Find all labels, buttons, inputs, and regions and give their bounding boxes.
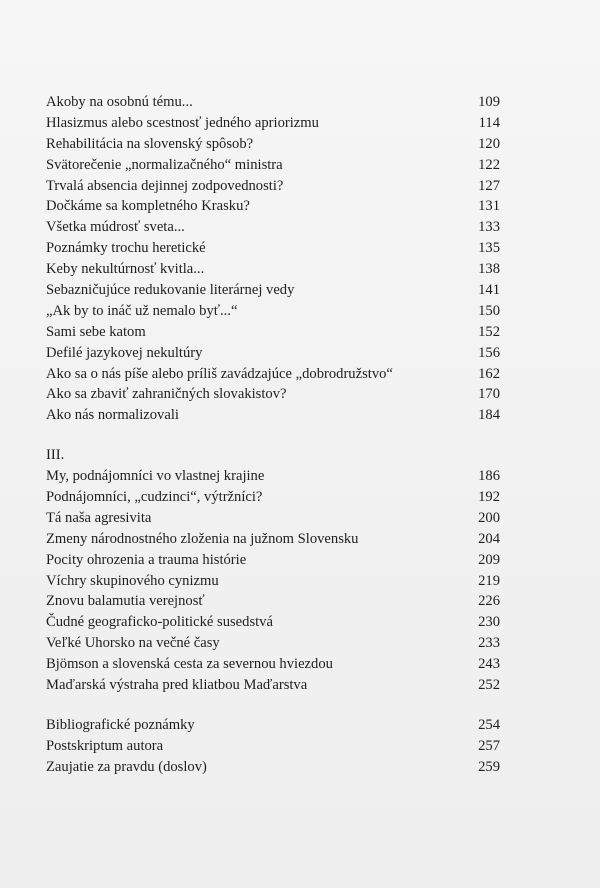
toc-entry-title: Keby nekultúrnosť kvitla... xyxy=(46,261,205,278)
toc-entry-page: 209 xyxy=(478,551,500,568)
section-heading-iii: III. xyxy=(46,447,65,464)
toc-entry-title: Všetka múdrosť sveta... xyxy=(46,219,185,236)
toc-entry-page: 156 xyxy=(478,344,500,361)
toc-entry-page: 133 xyxy=(478,219,500,236)
toc-entry-title: Poznámky trochu heretické xyxy=(46,240,206,257)
toc-entry xyxy=(46,196,500,217)
toc-entry xyxy=(46,301,500,322)
toc-entry-title: My, podnájomníci vo vlastnej krajine xyxy=(46,468,265,485)
toc-entry xyxy=(46,259,500,280)
toc-entry-title: Sebazničujúce redukovanie literárnej vedy xyxy=(46,282,295,299)
toc-entry xyxy=(46,571,500,592)
toc-entry xyxy=(46,675,500,696)
toc-entry xyxy=(46,715,500,736)
toc-entry-title: Zmeny národnostného zloženia na južnom Slovensku xyxy=(46,530,359,547)
toc-entry xyxy=(46,134,500,155)
toc-entry-title: „Ak by to ináč už nemalo byť...“ xyxy=(46,302,238,319)
toc-entry-page: 243 xyxy=(478,656,500,673)
toc-entry-page: 122 xyxy=(478,156,500,173)
toc-entry xyxy=(46,529,500,550)
toc-entry-page: 150 xyxy=(478,302,500,319)
toc-entry-page: 131 xyxy=(478,198,500,215)
section-spacer xyxy=(46,426,500,445)
toc-entry-page: 219 xyxy=(478,572,500,589)
toc-entry-title: Víchry skupinového cynizmu xyxy=(46,572,219,589)
toc-entry-title: Veľké Uhorsko na večné časy xyxy=(46,635,220,652)
toc-entry-page: 186 xyxy=(478,468,500,485)
section-spacer xyxy=(46,696,500,715)
toc-entry xyxy=(46,405,500,426)
toc-entry-title: Bibliografické poznámky xyxy=(46,716,195,733)
toc-entry xyxy=(46,550,500,571)
toc-entry-title: Hlasizmus alebo scestnosť jedného apriorizmu xyxy=(46,114,319,131)
toc-entry-title: Rehabilitácia na slovenský spôsob? xyxy=(46,135,254,152)
toc-entry-page: 141 xyxy=(478,282,500,299)
toc-entry xyxy=(46,113,500,134)
toc-entry-page: 138 xyxy=(478,261,500,278)
toc-entry-page: 259 xyxy=(478,758,500,775)
toc-entry-title: Zaujatie za pravdu (doslov) xyxy=(46,758,207,775)
toc-entry-page: 257 xyxy=(478,737,500,754)
toc-entry xyxy=(46,217,500,238)
toc-group-3 xyxy=(46,715,500,778)
toc-entry xyxy=(46,487,500,508)
toc-entry-title: Ako sa o nás píše alebo príliš zavádzajúce „dobrodružstvo“ xyxy=(46,365,393,382)
toc-entry-page: 127 xyxy=(478,177,500,194)
toc-entry-title: Ako sa zbaviť zahraničných slovakistov? xyxy=(46,386,287,403)
toc-entry-title: Defilé jazykovej nekultúry xyxy=(46,344,203,361)
toc-entry-title: Bjömson a slovenská cesta za severnou hviezdou xyxy=(46,656,333,673)
toc-entry xyxy=(46,508,500,529)
toc-entry xyxy=(46,633,500,654)
toc-entry-title: Znovu balamutia verejnosť xyxy=(46,593,205,610)
toc-entry-page: 152 xyxy=(478,323,500,340)
toc-entry-title: Čudné geograficko-politické susedstvá xyxy=(46,614,273,631)
toc-entry xyxy=(46,736,500,757)
toc-entry-title: Podnájomníci, „cudzinci“, výtržníci? xyxy=(46,489,263,506)
toc-entry-title: Svätorečenie „normalizačného“ ministra xyxy=(46,156,283,173)
toc-entry-page: 254 xyxy=(478,716,500,733)
toc-entry xyxy=(46,612,500,633)
toc-entry-page: 226 xyxy=(478,593,500,610)
toc-group-2 xyxy=(46,466,500,696)
toc-entry xyxy=(46,591,500,612)
table-of-contents xyxy=(46,92,500,778)
toc-entry-page: 114 xyxy=(478,114,500,131)
toc-entry xyxy=(46,384,500,405)
toc-entry-page: 120 xyxy=(478,135,500,152)
toc-entry-page: 233 xyxy=(478,635,500,652)
toc-entry-title: Sami sebe katom xyxy=(46,323,146,340)
toc-entry xyxy=(46,364,500,385)
toc-entry-title: Tá naša agresivita xyxy=(46,509,152,526)
toc-entry-page: 184 xyxy=(478,407,500,424)
toc-entry xyxy=(46,322,500,343)
toc-entry-title: Postskriptum autora xyxy=(46,737,164,754)
toc-entry-page: 162 xyxy=(478,365,500,382)
toc-entry-title: Ako nás normalizovali xyxy=(46,407,179,424)
toc-entry xyxy=(46,238,500,259)
toc-entry xyxy=(46,757,500,778)
toc-entry-page: 230 xyxy=(478,614,500,631)
toc-entry-title: Maďarská výstraha pred kliatbou Maďarstva xyxy=(46,677,308,694)
toc-entry-page: 200 xyxy=(478,509,500,526)
toc-entry xyxy=(46,654,500,675)
toc-group-1 xyxy=(46,92,500,426)
toc-entry-page: 204 xyxy=(478,530,500,547)
toc-entry xyxy=(46,92,500,113)
toc-entry-page: 192 xyxy=(478,489,500,506)
toc-entry xyxy=(46,343,500,364)
toc-entry xyxy=(46,155,500,176)
toc-entry-page: 252 xyxy=(478,677,500,694)
toc-entry-page: 109 xyxy=(478,94,500,110)
toc-entry-page: 170 xyxy=(478,386,500,403)
toc-entry-title: Trvalá absencia dejinnej zodpovednosti? xyxy=(46,177,284,194)
toc-entry xyxy=(46,466,500,487)
toc-entry-page: 135 xyxy=(478,240,500,257)
toc-entry-title: Akoby na osobnú tému... xyxy=(46,94,193,110)
toc-entry xyxy=(46,280,500,301)
toc-entry-title: Dočkáme sa kompletného Krasku? xyxy=(46,198,250,215)
toc-entry-title: Pocity ohrozenia a trauma histórie xyxy=(46,551,247,568)
toc-entry xyxy=(46,176,500,197)
